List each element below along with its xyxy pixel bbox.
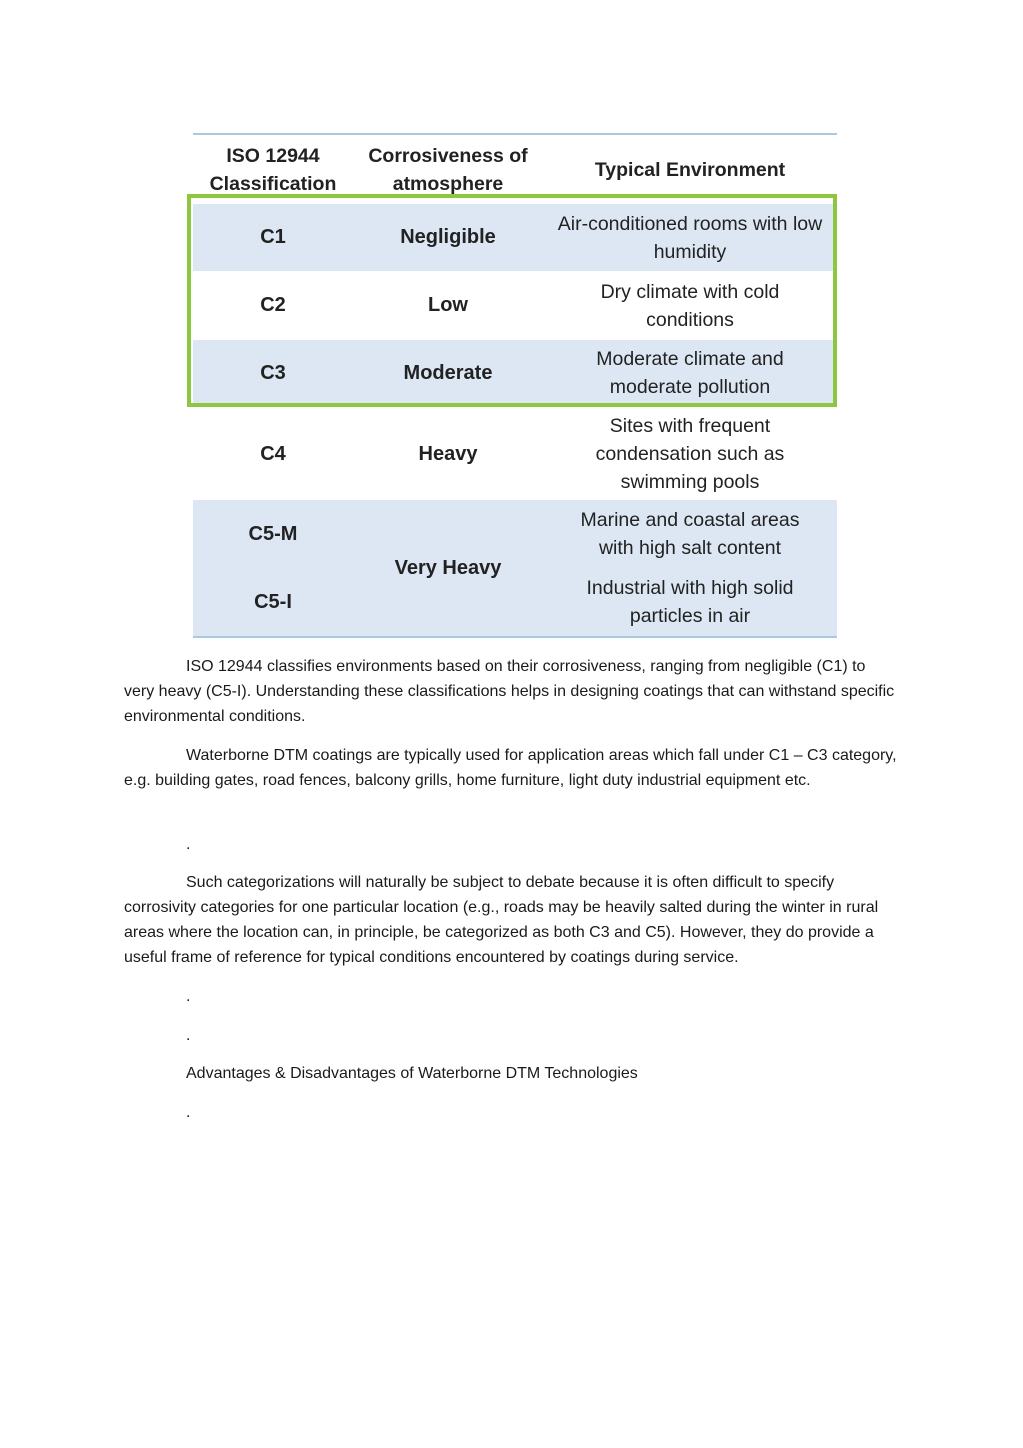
- header-environment: Typical Environment: [594, 159, 786, 181]
- cell-corrosiveness-c4: Heavy: [418, 442, 478, 465]
- paragraph-waterborne-dtm-usage: Waterborne DTM coatings are typically used for application areas which fall under C1 – C3 category, e.g. building gates, road fences, balcony grills, home furniture, light duty industrial equipment etc.: [124, 747, 897, 789]
- table-top-rule: [193, 133, 837, 135]
- cell-environment-c5i: Industrial with high solid particles in air: [586, 577, 794, 627]
- cell-environment-c4: Sites with frequent condensation such as swimming pools: [595, 415, 785, 493]
- paragraph-categorization-debate: Such categorizations will naturally be subject to debate because it is often difficult to specify corrosivity categories for one particular location (e.g., roads may be heavily salted during the winter in rural areas where the location can, in principle, be categorized as both C3 and C5). However, they do provide a useful frame of reference for typical conditions encountered by coatings during service.: [124, 874, 879, 966]
- cell-class-c1: C1: [260, 226, 286, 248]
- cell-class-c4: C4: [260, 442, 286, 465]
- spacer-dot: .: [186, 1027, 191, 1044]
- cell-corrosiveness-c3: Moderate: [403, 361, 493, 384]
- cell-class-c3: C3: [260, 361, 286, 384]
- cell-class-c5i: C5-I: [254, 590, 292, 613]
- cell-class-c2: C2: [260, 294, 286, 316]
- cell-corrosiveness-c1: Negligible: [400, 226, 496, 248]
- table-bottom-rule: [193, 636, 837, 638]
- cell-class-c5m: C5-M: [248, 522, 298, 545]
- cell-environment-c5m: Marine and coastal areas with high salt content: [580, 509, 800, 559]
- cell-environment-c3: Moderate climate and moderate pollution: [596, 348, 784, 398]
- spacer-dot: .: [186, 988, 191, 1005]
- iso-12944-table: [193, 133, 837, 638]
- cell-corrosiveness-c5: Very Heavy: [394, 556, 502, 579]
- cell-corrosiveness-c2: Low: [428, 294, 468, 316]
- paragraph-iso-classification: ISO 12944 classifies environments based on their corrosiveness, ranging from negligible (C1) to very heavy (C5-I). Understanding these classifications helps in designing coatings that can withstand specific environmental conditions.: [124, 658, 895, 725]
- spacer-dot: .: [186, 1104, 191, 1121]
- cell-environment-c1: Air-conditioned rooms with low humidity: [557, 212, 823, 263]
- section-heading: Advantages & Disadvantages of Waterborne DTM Technologies: [186, 1065, 638, 1082]
- cell-environment-c2: Dry climate with cold conditions: [600, 280, 780, 331]
- header-classification: ISO 12944 Classification: [209, 145, 337, 195]
- header-corrosiveness: Corrosiveness of atmosphere: [368, 145, 528, 195]
- spacer-dot: .: [186, 836, 191, 853]
